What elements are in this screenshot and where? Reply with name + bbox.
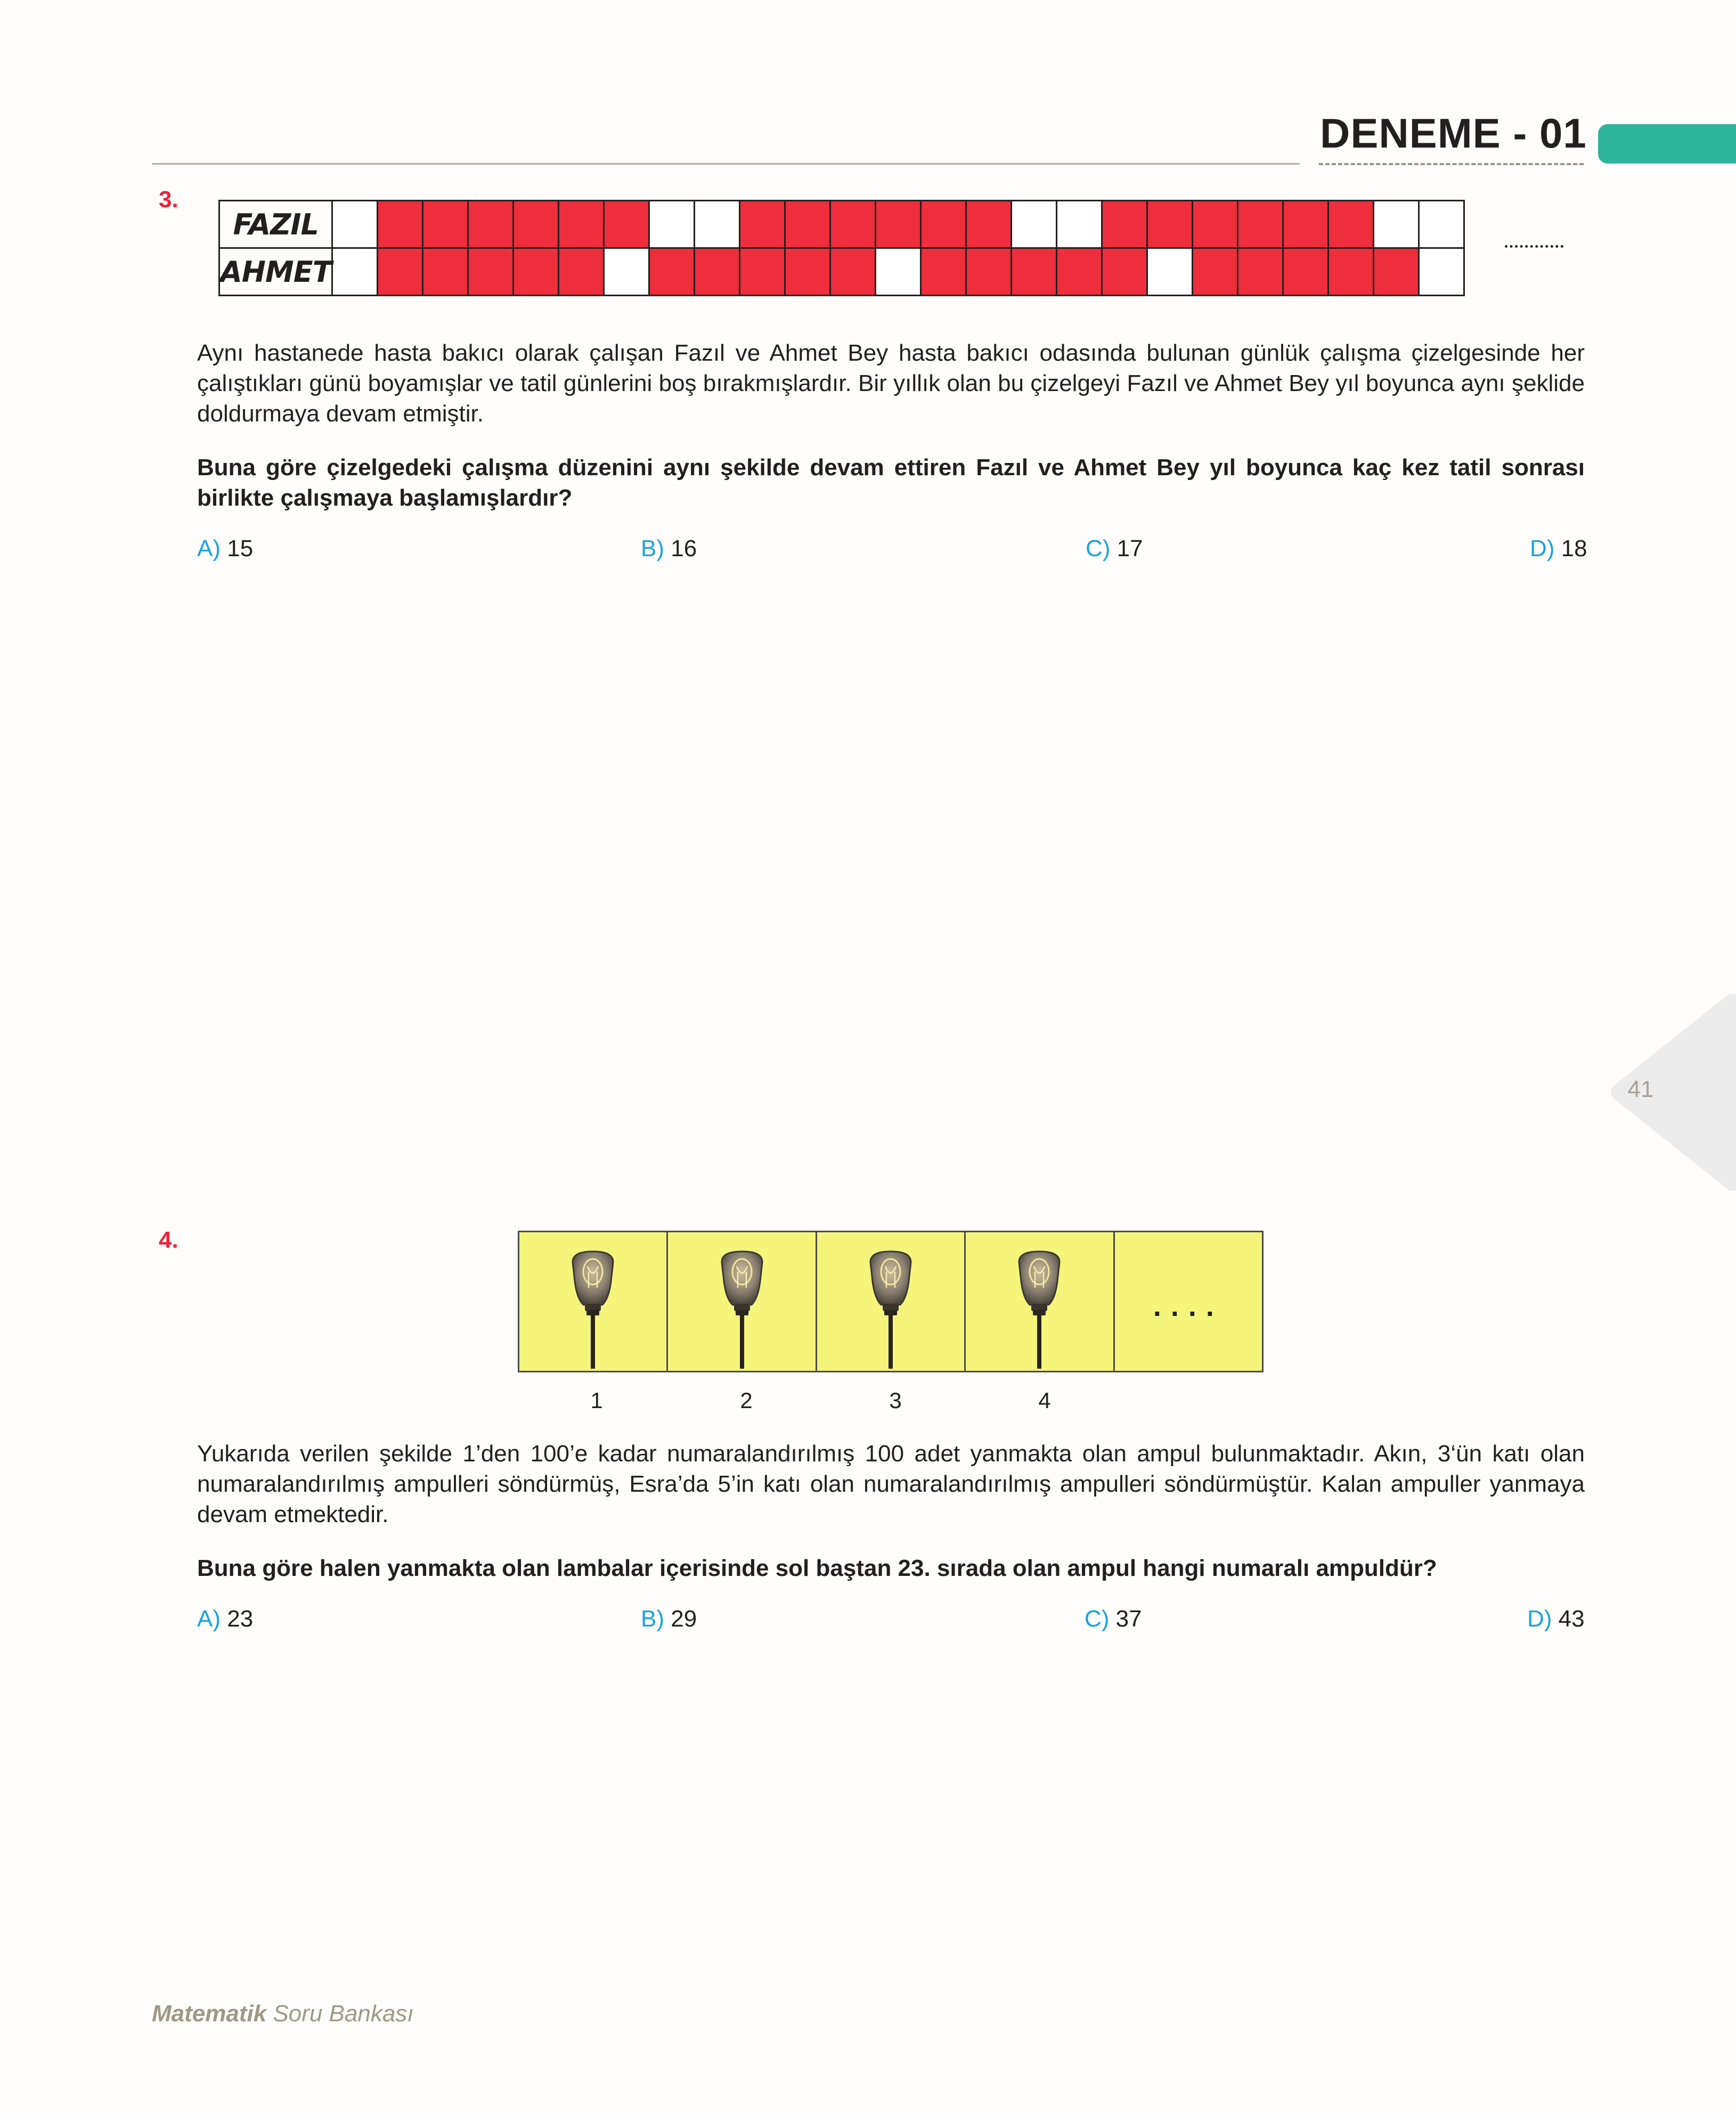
- q3-choice-d[interactable]: [1530, 535, 1587, 562]
- choice-value: 16: [671, 535, 697, 562]
- lightbulb-icon: [865, 1250, 916, 1369]
- schedule-day-worked: [966, 201, 1012, 248]
- schedule-day-worked: [1193, 201, 1238, 248]
- schedule-day-worked: [1147, 201, 1193, 248]
- schedule-day-worked: [785, 201, 830, 248]
- schedule-day-worked: [559, 248, 604, 296]
- schedule-day-worked: [1057, 248, 1102, 296]
- schedule-day-worked: [966, 248, 1012, 296]
- bulb-strip: [518, 1231, 1264, 1372]
- schedule-day-off: [332, 248, 378, 296]
- schedule-day-worked: [1238, 201, 1283, 248]
- bulb-number: 3: [889, 1388, 902, 1413]
- schedule-day-off: [1012, 201, 1057, 248]
- schedule-day-worked: [423, 201, 468, 248]
- schedule-day-worked: [423, 248, 468, 296]
- schedule-day-off: [1419, 248, 1464, 296]
- bulb-number: 2: [740, 1388, 753, 1413]
- choice-letter: D): [1530, 535, 1555, 562]
- question-4-text: Yukarıda verilen şekilde 1’den 100’e kadar numaralandırılmış 100 adet yanmakta olan ampul bulunmaktadır. Akın, 3‘ün katı olan numaralandırılmış ampulleri söndürmüş, Esra’da 5’in katı olan numaralandırılmış ampulleri söndürmüştür. Kalan ampuller yanmaya devam etmektedir.: [197, 1441, 1585, 1527]
- schedule-day-worked: [921, 248, 966, 296]
- schedule-row-ahmet: [219, 248, 1464, 296]
- schedule-day-worked: [649, 248, 695, 296]
- schedule-day-off: [695, 201, 740, 248]
- choice-letter: C): [1085, 1606, 1110, 1632]
- schedule-day-worked: [1329, 248, 1374, 296]
- work-schedule-table: [218, 200, 1465, 296]
- schedule-day-worked: [1283, 201, 1329, 248]
- question-4-number: 4.: [159, 1227, 178, 1253]
- schedule-day-off: [1147, 248, 1193, 296]
- schedule-day-worked: [876, 201, 921, 248]
- schedule-day-worked: [1102, 201, 1147, 248]
- schedule-day-worked: [1283, 248, 1329, 296]
- question-3-number: 3.: [159, 186, 178, 213]
- choice-value: 29: [671, 1606, 697, 1632]
- choice-value: 37: [1115, 1606, 1142, 1632]
- schedule-day-worked: [740, 201, 785, 248]
- schedule-day-worked: [1102, 248, 1147, 296]
- schedule-day-worked: [1238, 248, 1283, 296]
- choice-value: 15: [227, 535, 254, 562]
- choice-letter: B): [641, 535, 664, 562]
- lightbulb-icon: [1014, 1250, 1065, 1369]
- lightbulb-icon: [716, 1250, 768, 1369]
- choice-value: 17: [1116, 535, 1143, 562]
- schedule-day-worked: [785, 248, 830, 296]
- schedule-day-off: [1374, 201, 1419, 248]
- schedule-day-worked: [1012, 248, 1057, 296]
- q4-choice-d[interactable]: [1527, 1606, 1585, 1632]
- bulb-cell: [817, 1232, 966, 1371]
- q3-choice-c[interactable]: [1086, 535, 1143, 562]
- q3-choice-a[interactable]: [197, 535, 253, 562]
- q3-choice-b[interactable]: [641, 535, 697, 562]
- q4-choice-c[interactable]: [1085, 1606, 1142, 1632]
- schedule-day-off: [649, 201, 695, 248]
- schedule-day-off: [604, 248, 649, 296]
- schedule-row-name: FAZIL: [219, 201, 332, 248]
- schedule-day-worked: [559, 201, 604, 248]
- question-4-prompt: Buna göre halen yanmakta olan lambalar içerisinde sol baştan 23. sırada olan ampul hangi numaralı ampuldür?: [197, 1555, 1437, 1581]
- header-rule: [152, 163, 1300, 165]
- footer-subject: Matematik: [152, 2001, 267, 2027]
- footer: [152, 2001, 414, 2027]
- choice-letter: A): [197, 1606, 221, 1632]
- continuation-dots: ....: [1153, 1290, 1224, 1322]
- choice-value: 43: [1558, 1606, 1585, 1632]
- choice-letter: C): [1086, 535, 1111, 562]
- header-tab: [1598, 124, 1736, 164]
- schedule-day-worked: [830, 248, 876, 296]
- schedule-continuation-dots: [1505, 245, 1563, 248]
- schedule-day-worked: [1329, 201, 1374, 248]
- schedule-day-worked: [830, 201, 876, 248]
- schedule-day-worked: [921, 201, 966, 248]
- page-number: 41: [1627, 1076, 1654, 1102]
- choice-letter: B): [641, 1606, 664, 1632]
- q4-choice-a[interactable]: [197, 1606, 253, 1632]
- bulb-cell-continuation: [1115, 1232, 1262, 1371]
- schedule-day-worked: [378, 201, 423, 248]
- schedule-day-worked: [468, 248, 514, 296]
- schedule-day-worked: [740, 248, 785, 296]
- bulb-cell: [966, 1232, 1114, 1371]
- schedule-day-worked: [514, 201, 559, 248]
- bulb-cell: [519, 1232, 668, 1371]
- bulb-number: 1: [590, 1388, 603, 1413]
- schedule-day-worked: [1374, 248, 1419, 296]
- title-underline: [1319, 163, 1584, 165]
- choice-value: 23: [227, 1606, 254, 1632]
- lightbulb-icon: [567, 1250, 618, 1369]
- bulb-cell: [668, 1232, 817, 1371]
- schedule-row-fazil: [219, 201, 1464, 248]
- page-title: DENEME - 01: [1320, 110, 1587, 157]
- choice-value: 18: [1561, 535, 1587, 562]
- schedule-day-worked: [468, 201, 514, 248]
- schedule-day-off: [332, 201, 378, 248]
- schedule-day-off: [1419, 201, 1464, 248]
- choice-letter: A): [197, 535, 221, 562]
- schedule-day-off: [1057, 201, 1102, 248]
- schedule-day-worked: [378, 248, 423, 296]
- bulb-number: 4: [1038, 1388, 1051, 1413]
- question-3-text: Aynı hastanede hasta bakıcı olarak çalışan Fazıl ve Ahmet Bey hasta bakıcı odasında bulunan günlük çalışma çizelgesinde her çalıştıkları günü boyamışlar ve tatil günlerini boş bırakmışlardır. Bir yıllık olan bu çizelgeyi Fazıl ve Ahmet Bey yıl boyunca aynı şeklide doldurmaya devam etmiştir.: [197, 340, 1585, 427]
- choice-letter: D): [1527, 1606, 1552, 1632]
- schedule-day-worked: [604, 201, 649, 248]
- schedule-day-worked: [1193, 248, 1238, 296]
- q4-choice-b[interactable]: [641, 1606, 697, 1632]
- question-3-prompt: Buna göre çizelgedeki çalışma düzenini aynı şekilde devam ettiren Fazıl ve Ahmet Bey yıl boyunca kaç kez tatil sonrası birlikte çalışmaya başlamışlardır?: [197, 454, 1585, 511]
- schedule-day-off: [876, 248, 921, 296]
- schedule-row-name: AHMET: [219, 248, 332, 296]
- footer-book: Soru Bankası: [273, 2001, 414, 2027]
- schedule-day-worked: [695, 248, 740, 296]
- schedule-day-worked: [514, 248, 559, 296]
